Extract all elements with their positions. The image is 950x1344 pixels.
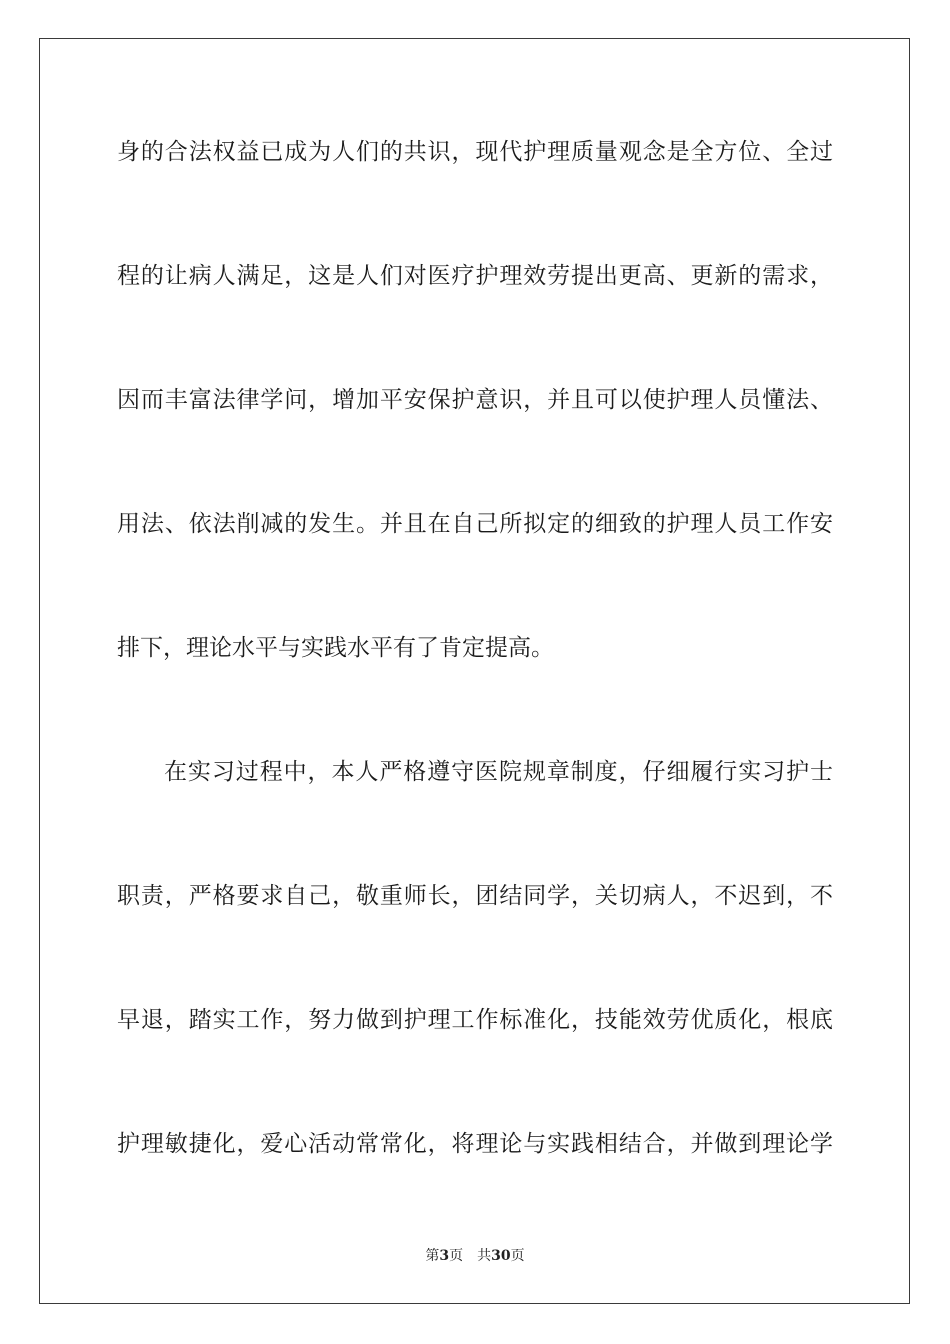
- page-prefix: 第: [425, 1248, 440, 1264]
- text-line: 早退，踏实工作，努力做到护理工作标准化，技能效劳优质化，根底: [117, 1007, 833, 1033]
- text-line: 因而丰富法律学问，增加平安保护意识，并且可以使护理人员懂法、: [117, 387, 833, 413]
- text-line: 程的让病人满足，这是人们对医疗护理效劳提出更高、更新的需求，: [117, 263, 833, 289]
- text-line: 职责，严格要求自己，敬重师长，团结同学，关切病人，不迟到，不: [117, 883, 833, 909]
- text-line: 排下，理论水平与实践水平有了肯定提高。: [117, 635, 554, 661]
- text-line: 护理敏捷化，爱心活动常常化，将理论与实践相结合，并做到理论学: [117, 1131, 833, 1157]
- paragraph-first-line: 在实习过程中，本人严格遵守医院规章制度，仔细履行实习护士: [164, 759, 833, 785]
- page-suffix: 页: [449, 1248, 464, 1264]
- text-line: 身的合法权益已成为人们的共识，现代护理质量观念是全方位、全过: [117, 139, 833, 165]
- total-prefix: 共: [477, 1248, 492, 1264]
- page-footer: [0, 1247, 950, 1265]
- page-number: 3: [439, 1248, 450, 1264]
- total-suffix: 页: [510, 1248, 525, 1264]
- page-border: [39, 38, 910, 1304]
- total-pages: 30: [491, 1248, 511, 1264]
- text-line: 用法、依法削减的发生。并且在自己所拟定的细致的护理人员工作安: [117, 511, 833, 537]
